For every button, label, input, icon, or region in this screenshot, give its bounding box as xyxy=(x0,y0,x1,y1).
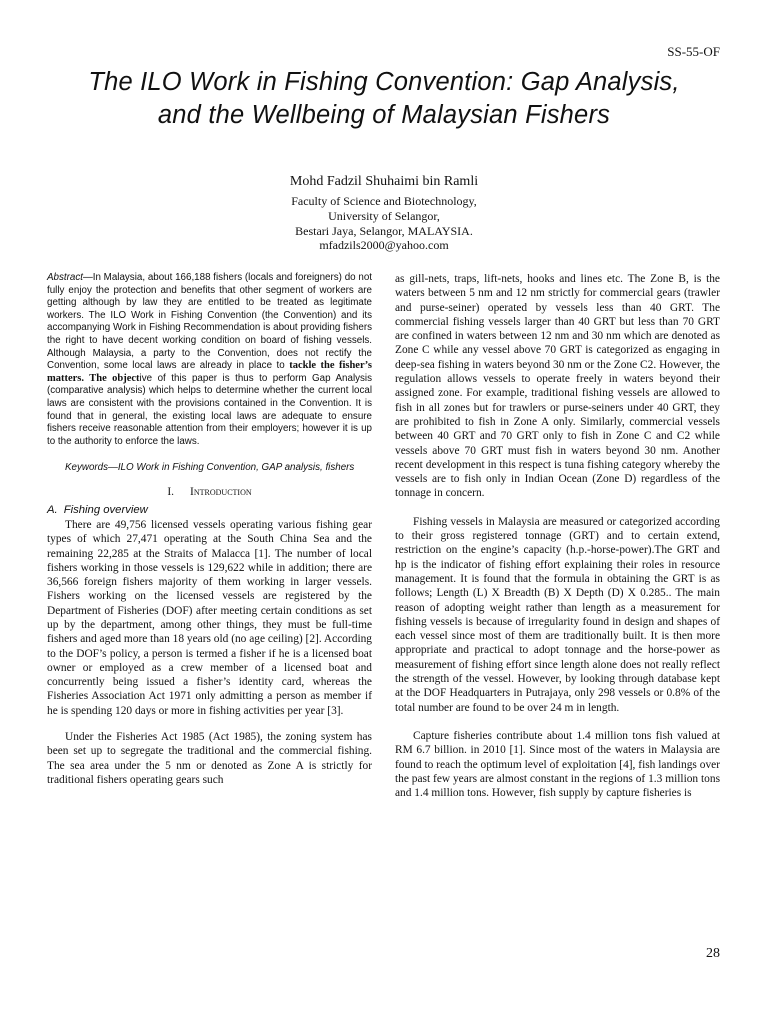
keywords-text: ILO Work in Fishing Convention, GAP analysis, fishers xyxy=(117,462,355,474)
abstract xyxy=(47,272,372,448)
subsection-label: A. xyxy=(47,503,58,516)
paragraph-zoning: Under the Fisheries Act 1985 (Act 1985), the zoning system has been set up to segregate the traditional and the commercial fishing. The sea area under the 5 nm or denoted as Zone A is strictly for traditional fishers operating gears such xyxy=(47,731,372,786)
paragraph-vessel-measurement: Fishing vessels in Malaysia are measured or categorized according to their gross registered tonnage (GRT) and to certain extend, restriction on the engine’s capacity (h.p.-horse-power).The GRT and hp is the indicator of fishing effort explaining their roles in resource management. It is found that the formula in obtaining the GRT is as follows; Length (L) X Breadth (B) X Depth (D) X 0.285.. The main reason of adopting weight rather than length as a measurement for fishing vessels is because of irregularity found in design and shapes of each vessel since most of them are traditionally built. It is then more appropriate and practical to adopt tonnage and the horse-power as measurement of fishing effort since length alone does not really reflect the strength of the vessel. However, by looking through database kept at the DOF Headquarters in Putrajaya, only 298 vessels or 0.8% of the total number are found to be over 24 m in length. xyxy=(395,515,720,714)
abstract-bold: tackle the fisher’s matters. The object xyxy=(47,360,372,384)
affiliation-university: University of Selangor, xyxy=(328,208,440,223)
abstract-text-b: ive of this paper is thus to perform Gap Analysis (comparative analysis) which helps to determine whether the current local laws are consistent with the provisions contained in the Convention. It is found that in general, the existing local laws are adequate to ensure fishers receive reasonable attention from their employers; however it is up to the authority to enforce the laws. xyxy=(47,372,372,447)
paragraph-fishing-overview: There are 49,756 licensed vessels operating various fishing gear types of which 27,471 operating at the South China Sea and the remaining 22,285 at the Straits of Malacca [1]. The number of local fishers working in those vessels is 129,622 while in addition; there are 36,566 foreign fishers majority of them working in larger vessels. Fishers working on the licensed vessels are registered by the Department of Fisheries (DOF) after meeting certain conditions as set up by the department, among other things, they must be full-time fishers and aged more than 18 years old (no age ceiling) [2]. According to the DOF’s policy, a person is termed a fisher if he is a licensed boat owner or employed as a crew member of a licensed boat and concurrently being issued a fisher’s identity card, whereas the Fisheries Association Act 1971 only admitting a person as member if he is spending 120 days or more in fishing activities per year [3]. xyxy=(47,518,372,717)
abstract-text-a: In Malaysia, about 166,188 fishers (locals and foreigners) do not fully enjoy the protection and benefits that other segment of workers are getting although by law they are entitled to be treated as legitimate workers. The ILO Work in Fishing Convention (the Convention) and its accompanying Work in Fishing Recommendation is about providing fishers the right to have decent working condition on board of fishing vessels. Although Malaysia, a party to the Convention, does not rectify the Convention, some local laws are already in place to xyxy=(47,272,372,372)
left-column xyxy=(47,272,372,787)
abstract-dash: — xyxy=(82,272,93,283)
title-line-2: and the Wellbeing of Malaysian Fishers xyxy=(157,101,611,129)
subsection-title: Fishing overview xyxy=(63,503,148,516)
paper-title xyxy=(40,66,728,132)
keywords-dash: — xyxy=(108,462,118,474)
author-block xyxy=(0,172,768,253)
paragraph-capture-fisheries: Capture fisheries contribute about 1.4 million tons fish valued at RM 6.7 billion. in 2010 [1]. Since most of the waters in Malaysia are found to reach the optimum level of exploitation [4], fish landings over the past few years are almost constant in the regions of 1.3 million tons and 1.4 million tons. However, fish supply by capture fisheries is xyxy=(395,729,720,800)
right-column xyxy=(395,272,720,800)
section-heading xyxy=(47,485,372,500)
author-name: Mohd Fadzil Shuhaimi bin Ramli xyxy=(289,174,479,189)
affiliation-address: Bestari Jaya, Selangor, MALAYSIA. xyxy=(295,223,473,238)
abstract-label: Abstract xyxy=(47,272,83,283)
author-email: mfadzils2000@yahoo.com xyxy=(319,238,449,253)
section-number: I. xyxy=(167,485,175,498)
paper-code: SS-55-OF xyxy=(667,44,720,59)
keywords xyxy=(47,462,372,475)
page-number: 28 xyxy=(706,946,720,961)
title-line-1: The ILO Work in Fishing Convention: Gap Analysis, xyxy=(88,68,680,96)
keywords-label: Keywords xyxy=(65,462,109,474)
affiliation-faculty: Faculty of Science and Biotechnology, xyxy=(291,194,477,208)
subsection-heading xyxy=(47,503,372,518)
paragraph-zones-continued: as gill-nets, traps, lift-nets, hooks and lines etc. The Zone B, is the waters between 5 nm and 12 nm strictly for commercial gears (trawler and purse-seiner) operated by vessels less than 40 GRT. The commercial fishing vessels larger than 40 GRT but less than 70 GRT are confined in waters between 12 nm and 30 nm which are denoted as Zone C while any vessel above 70 GRT is categorized as engaging in deep-sea fishing in waters beyond 30 nm or the Zone C2. However, the regulation allows vessels to operate freely in waters beyond their assigned zone. For example, traditional fishing vessels are allowed to fish in all zones but for trawlers or purse-seiners under 40 GRT, they are prohibited to fish in Zone A only. Similarly, commercial vessels between 40 GRT and 70 GRT only to fish in Zone C and C2 while vessels above 70 GRT must fish in waters beyond 30 nm. Another recent development in this respect is tuna fishing category whereby the vessels are to fish only in Indian Ocean (Zone D) regardless of the tonnage in concern. xyxy=(395,273,720,500)
section-title: Introduction xyxy=(190,485,252,498)
